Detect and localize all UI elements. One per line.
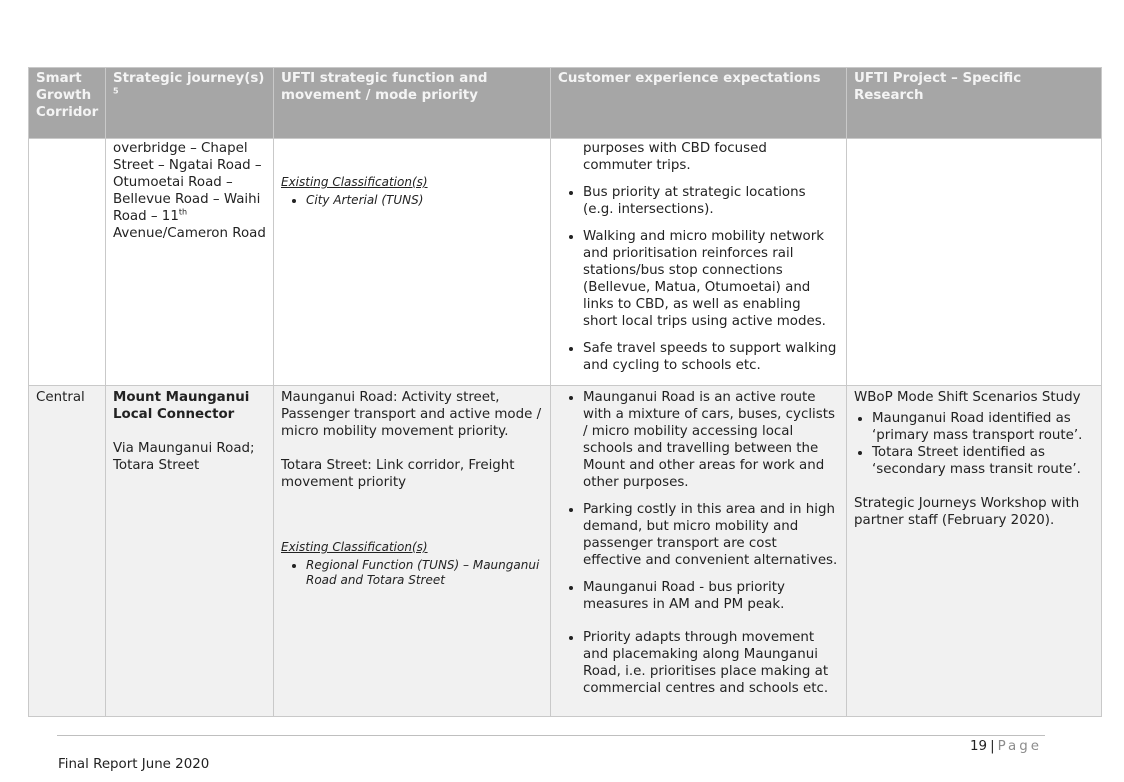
page-number: 19 | Page [970,739,1042,754]
cell-experience [551,386,847,717]
classification-title: Existing Classification(s) [281,540,428,554]
research-workshop: Strategic Journeys Workshop with partner staff (February 2020). [854,496,1080,528]
corridor-name: Central [36,390,85,405]
experience-lead: purposes with CBD focused commuter trips. [583,141,767,173]
function-text-1: Maunganui Road: Activity street, Passenger transport and active mode / micro mobility movement priority. [281,390,542,439]
report-label: Final Report June 2020 [58,757,210,772]
corridor-table [28,67,1102,717]
experience-list [558,389,839,697]
cell-journey [106,139,274,386]
cell-journey [106,386,274,717]
function-text-2: Totara Street: Link corridor, Freight movement priority [281,458,515,490]
list-item: • Maunganui Road - bus priority measures in AM and PM peak. [583,579,839,613]
classification-list [281,558,543,588]
cell-function [274,139,551,386]
list-item: • Maunganui Road identified as ‘primary mass transport route’. [872,410,1094,444]
table-row [29,139,1102,386]
footer-divider [57,735,1045,736]
header-journey: Strategic journey(s) $^5$ [106,68,274,139]
journey-text: overbridge – Chapel Street – Ngatai Road – Otumoetai Road – Bellevue Road – Waihi Road – 11th Avenue/Cameron Road [113,141,266,241]
cell-research [847,139,1102,386]
classification-title: Existing Classification(s) [281,175,428,189]
journey-title: Mount Maunganui Local Connector [113,390,250,422]
list-item: • City Arterial (TUNS) [306,193,543,208]
journey-via: Via Maunganui Road; Totara Street [113,441,255,473]
footnote-ref: 5 [113,86,119,96]
table-row [29,386,1102,717]
list-item: • Safe travel speeds to support walking and cycling to schools etc. [583,340,839,374]
cell-research [847,386,1102,717]
research-title: WBoP Mode Shift Scenarios Study [854,390,1081,405]
header-row [29,68,1102,139]
list-item: • Parking costly in this area and in high demand, but micro mobility and passenger transport are cost effective and convenient alternatives. [583,501,839,569]
cell-function [274,386,551,717]
header-experience: Customer experience expectations [551,68,847,139]
header-function: UFTI strategic function and movement / mode priority [274,68,551,139]
list-item: • Totara Street identified as ‘secondary mass transit route’. [872,444,1094,478]
header-corridor: Smart Growth Corridor [29,68,106,139]
cell-experience [551,139,847,386]
cell-corridor [29,139,106,386]
header-research: UFTI Project – Specific Research [847,68,1102,139]
experience-list [558,184,839,374]
classification-list [281,193,543,208]
cell-corridor [29,386,106,717]
list-item: • Walking and micro mobility network and prioritisation reinforces rail stations/bus stop connections (Bellevue, Matua, Otumoetai) and links to CBD, as well as enabling short local trips using active modes. [583,228,839,330]
list-item: • Maunganui Road is an active route with a mixture of cars, buses, cyclists / micro mobility accessing local schools and travelling between the Mount and other areas for work and other purposes. [583,389,839,491]
list-item: • Regional Function (TUNS) – Maunganui Road and Totara Street [306,558,543,588]
list-item: • Bus priority at strategic locations (e.g. intersections). [583,184,839,218]
research-list [854,410,1094,478]
list-item: • Priority adapts through movement and placemaking along Maunganui Road, i.e. prioritises place making at commercial centres and schools etc. [583,629,839,697]
